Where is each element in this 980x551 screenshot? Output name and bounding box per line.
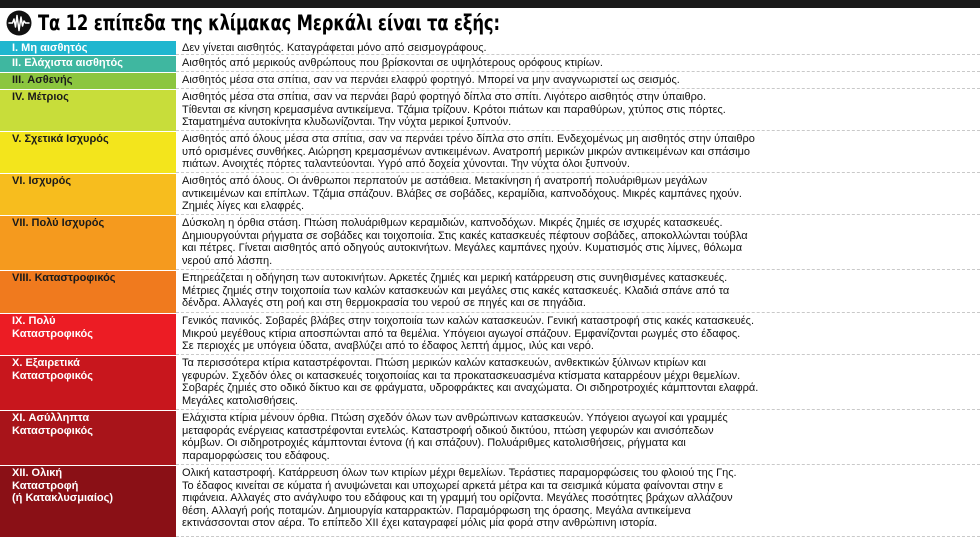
level-label [0, 271, 176, 313]
description-line: Αισθητός από όλους μέσα στα σπίτια, σαν να περνάει τρένο δίπλα στο σπίτι. Ενδεχομένως μη αισθητός στην ύπαιθρο [182, 133, 755, 145]
description-line: Το έδαφος κινείται σε κύματα ή ανυψώνεται και υποχωρεί αρκετά μέτρα και τα σεισμικά κύματα φαίνονται στην ε [182, 479, 724, 492]
level-label [0, 411, 176, 465]
description-line: Σοβαρές ζημιές στο οδικό δίκτυο και σε φράγματα, υδροφράκτες και αναχώματα. Οι σιδηροτροχιές κάμπτονται ελαφρά. [182, 382, 759, 394]
level-description [176, 90, 980, 131]
level-description [176, 411, 980, 465]
level-label [0, 56, 176, 72]
level-row [0, 55, 980, 72]
level-label [0, 132, 176, 173]
level-label [0, 90, 176, 131]
level-label [0, 73, 176, 89]
level-label-line: VIII. Καταστροφικός [12, 272, 116, 284]
description-line: παραμορφώσεις του εδάφους. [182, 449, 330, 462]
description-line: Μέτριες ζημιές στην τοιχοποιία των καλών κατασκευών και μεγάλες στις κακές κατασκευές. Κλαδιά σπάνε από τα [182, 284, 730, 297]
description-line: πιφάνεια. Αλλαγές στο ανάγλυφο του εδάφους και τη γραμμή του ορίζοντα. Μεγάλες ποσότητες βράχων αλλάζουν [182, 492, 733, 504]
description-line: Τίθενται σε κίνηση κρεμασμένα αντικείμενα. Τζάμια τρίζουν. Κρότοι πιάτων και παραθύρων, χτύπος στις πόρτες. [182, 103, 726, 116]
level-label [0, 314, 176, 355]
level-description [176, 314, 980, 355]
level-label [0, 356, 176, 410]
level-label-line: (ή Κατακλυσμιαίος) [12, 492, 113, 504]
level-row [0, 355, 980, 410]
level-label-line: VII. Πολύ Ισχυρός [12, 217, 105, 229]
level-row [0, 215, 980, 270]
level-label-line: XI. Ασύλληπτα [12, 412, 90, 424]
level-row [0, 40, 980, 55]
level-row [0, 131, 980, 173]
description-line: κόμβων. Οι σιδηροτροχιές κάμπτονται έντονα (ή και σπάζουν). Πολυάριθμες κατολισθήσεις, ρήγματα και [182, 437, 686, 449]
level-row [0, 410, 980, 465]
description-line: Δημιουργούνται ρήγματα σε σοβάδες και τοιχοποιία. Στις κακές κατασκευές πέφτουν σοβάδες, αποκολλώνται τούβλα [182, 229, 748, 242]
level-label-line: Καταστροφικός [12, 424, 93, 437]
description-line: Αισθητός από μερικούς ανθρώπους που βρίσκονται σε υψηλότερους ορόφους κτιρίων. [182, 57, 603, 69]
description-line: Αισθητός μέσα στα σπίτια, σαν να περνάει βαρύ φορτηγό δίπλα στο σπίτι. Λιγότερο αισθητός στην ύπαιθρο. [182, 91, 707, 103]
description-line: εκτινάσσονται στον αέρα. Το επίπεδο XII έχει καταγραφεί μόλις μία φορά στην ανθρώπινη ιστορία. [182, 517, 658, 529]
level-label [0, 174, 176, 215]
description-line: Δεν γίνεται αισθητός. Καταγράφεται μόνο από σεισμογράφους. [182, 42, 487, 54]
description-line: μεταφοράς ενέργειας καταστρέφονται εντελώς. Καταστροφή οδικού δικτύου, πτώση γεφυρών και ανισόπεδων [182, 424, 714, 437]
level-row [0, 270, 980, 313]
mercalli-table [0, 40, 980, 537]
description-line: Μικρού μεγέθους κτίρια αποσπώνται από τα θεμέλια. Υπόγειοι αγωγοί σπάζουν. Εμφανίζονται ρωγμές στο έδαφος. [182, 327, 741, 340]
level-row [0, 173, 980, 215]
level-row [0, 72, 980, 89]
level-description [176, 132, 980, 173]
level-description [176, 41, 980, 55]
level-label-line: Καταστροφικός [12, 327, 93, 340]
description-line: Σε περιοχές με υπόγεια ύδατα, αναβλύζει από το έδαφος λεπτή άμμος, ιλύς και νερό. [182, 340, 594, 352]
description-line: Αισθητός μέσα στα σπίτια, σαν να περνάει ελαφρύ φορτηγό. Μπορεί να μην αναγνωριστεί ως σεισμός. [182, 74, 680, 86]
level-label-line: II. Ελάχιστα αισθητός [12, 57, 123, 69]
level-label [0, 216, 176, 270]
level-label-line: I. Μη αισθητός [12, 42, 88, 54]
level-label-line: V. Σχετικά Ισχυρός [12, 133, 109, 145]
level-label-line: Καταστροφικός [12, 369, 93, 382]
description-line: Ολική καταστροφή. Κατάρρευση όλων των κτιρίων μέχρι θεμελίων. Τεράστιες παραμορφώσεις του φλοιού της Γης. [182, 467, 737, 479]
level-label-line: III. Ασθενής [12, 74, 73, 86]
level-label-line: Καταστροφή [12, 479, 79, 492]
description-line: Ελάχιστα κτίρια μένουν όρθια. Πτώση σχεδόν όλων των ανθρώπινων κατασκευών. Υπόγειοι αγωγοί και γραμμές [182, 412, 728, 424]
description-line: Δύσκολη η όρθια στάση. Πτώση πολυάριθμων κεραμιδιών, καπνοδόχων. Μικρές ζημιές σε ισχυρές κατασκευές. [182, 217, 723, 229]
description-line: και πέτρες. Γίνεται αισθητός από οδηγούς αυτοκινήτων. Μεγάλες καμπάνες ηχούν. Κυματισμός στις λίμνες, θόλωμα [182, 242, 743, 254]
level-description [176, 174, 980, 215]
page-title: Τα 12 επίπεδα της κλίμακας Μερκάλι είναι τα εξής: [38, 11, 500, 35]
level-row [0, 465, 980, 537]
description-line: θέση. Αλλαγή ροής ποταμών. Δημιουργία καταρρακτών. Παραμόρφωση της όρασης. Μεγάλα αντικείμενα [182, 504, 691, 517]
level-label-line: X. Εξαιρετικά [12, 357, 80, 369]
description-line: δένδρα. Αλλαγές στη ροή και στη θερμοκρασία του νερού σε πηγές και σε πηγάδια. [182, 297, 586, 309]
level-label-line: VI. Ισχυρός [12, 175, 72, 187]
header [0, 8, 980, 38]
description-line: γεφυρών. Σχεδόν όλες οι κατασκευές τοιχοποιίας και τα προκατασκευασμένα κτίσματα καταρρέουν μέχρι θεμελίων. [182, 369, 741, 382]
description-line: Σταματημένα αυτοκίνητα κλυδωνίζονται. Την νύχτα μερικοί ξυπνούν. [182, 116, 512, 128]
level-description [176, 356, 980, 410]
level-label [0, 466, 176, 537]
level-label-line: XII. Ολική [12, 467, 63, 479]
level-label [0, 41, 176, 55]
level-label-line: IV. Μέτριος [12, 91, 69, 103]
description-line: Μεγάλες κατολισθήσεις. [182, 394, 298, 407]
description-line: αντικειμένων και επίπλων. Τζάμια σπάζουν. Βλάβες σε σοβάδες, κεραμίδια, καπνοδόχους. Μικρές καμπάνες ηχούν. [182, 187, 742, 200]
level-row [0, 89, 980, 131]
level-description [176, 466, 980, 537]
seismograph-icon [6, 10, 32, 36]
description-line: νερού από λάσπη. [182, 254, 273, 267]
description-line: πιάτων. Ανοιχτές πόρτες ταλαντεύονται. Υγρό από δοχεία χύνονται. Την νύχτα όλοι ξυπνούν. [182, 158, 630, 170]
description-line: Επηρεάζεται η οδήγηση των αυτοκινήτων. Αρκετές ζημιές και μερική κατάρρευση στις συνηθισμένες κατασκευές. [182, 272, 728, 284]
top-bar [0, 0, 980, 8]
level-description [176, 56, 980, 72]
description-line: Τα περισσότερα κτίρια καταστρέφονται. Πτώση μερικών καλών κατασκευών, ανθεκτικών ξύλινων κτιρίων και [182, 357, 706, 369]
description-line: Γενικός πανικός. Σοβαρές βλάβες στην τοιχοποιία των καλών κατασκευών. Γενική καταστροφή στις κακές κατασκευές. [182, 315, 755, 327]
description-line: υπό ορισμένες συνθήκες. Αιώρηση κρεμασμένων αντικειμένων. Ανατροπή μερικών μικρών αντικειμένων και σπάσιμο [182, 145, 751, 158]
level-label-line: IX. Πολύ [12, 315, 56, 327]
level-description [176, 73, 980, 89]
level-row [0, 313, 980, 355]
description-line: Ζημιές λίγες και ελαφρές. [182, 200, 305, 212]
level-description [176, 216, 980, 270]
level-description [176, 271, 980, 313]
description-line: Αισθητός από όλους. Οι άνθρωποι περπατούν με αστάθεια. Μετακίνηση ή ανατροπή πολυάριθμων μεγάλων [182, 175, 708, 187]
